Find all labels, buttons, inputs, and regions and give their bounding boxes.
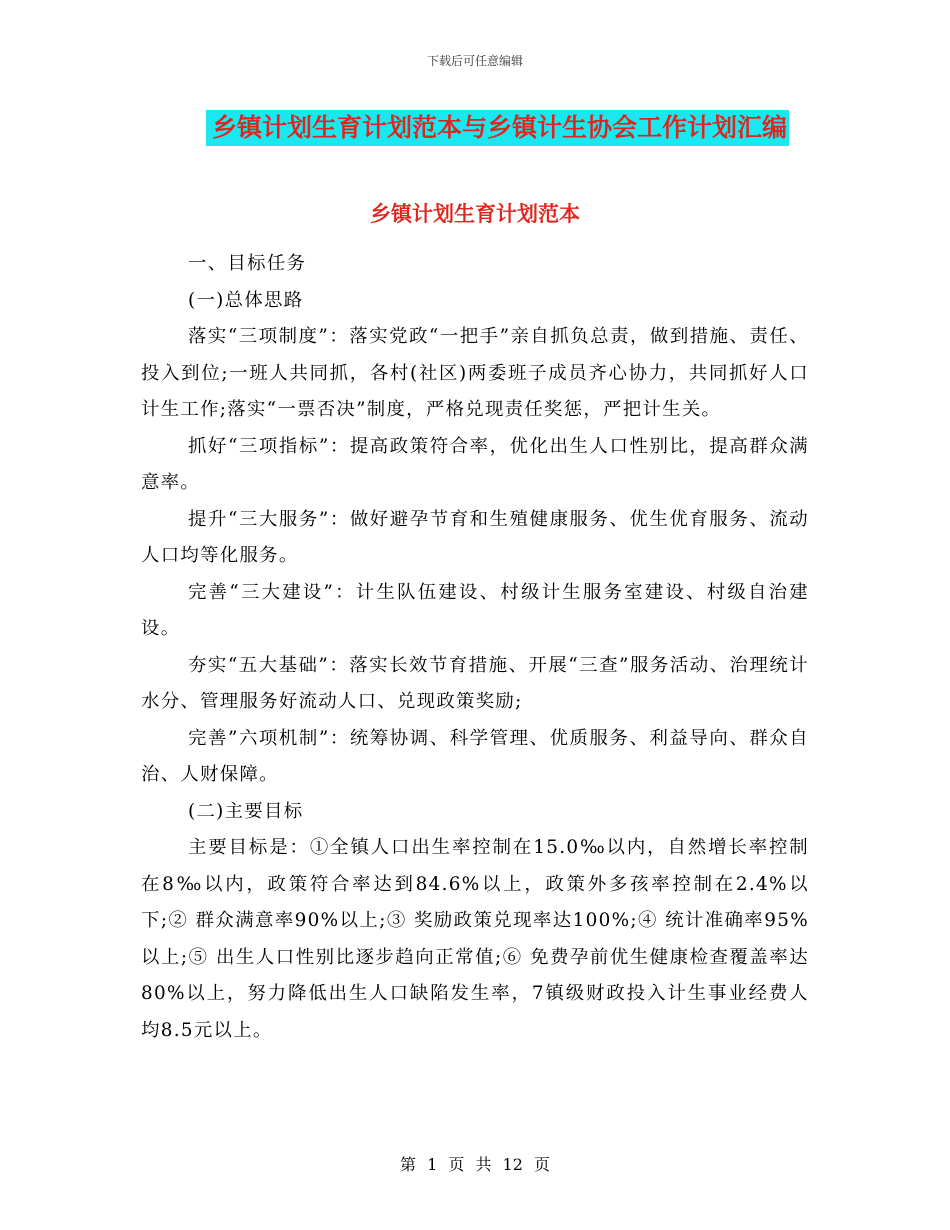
paragraph-three-indicators: 抓好“三项指标”：提高政策符合率，优化出生人口性别比，提高群众满意率。 [141,435,809,493]
paragraph-three-services: 提升“三大服务”：做好避孕节育和生殖健康服务、优生优育服务、流动人口均等化服务。 [141,508,809,566]
document-title-wrap [0,110,950,146]
document-title: 乡镇计划生育计划范本与乡镇计生协会工作计划汇编 [206,110,789,146]
paragraph-main-goals: 主要目标是：①全镇人口出生率控制在15.0‰以内，自然增长率控制在8‰以内，政策符合率达到84.6%以上，政策外多孩率控制在2.4%以下;② 群众满意率90%以上;③ 奖励政策兑现率达100%;④ 统计准确率95%以上;⑤ 出生人口性别比逐步趋向正常值;⑥ 免费孕前优生健康检查覆盖率达80%以上，努力降低出生人口缺陷发生率，7镇级财政投入计生事业经费人均8.5元以上。 [141,837,809,1041]
page-header-note: 下载后可任意编辑 [426,54,523,68]
page-number-footer: 第 1 页 共 12 页 [400,1155,550,1174]
heading-objectives: 一、目标任务 [188,253,307,274]
paragraph-five-foundations: 夯实“五大基础”：落实长效节育措施、开展“三查”服务活动、治理统计水分、管理服务好流动人口、兑现政策奖励; [141,654,809,712]
paragraph-three-systems: 落实“三项制度”：落实党政“一把手”亲自抓负总责，做到措施、责任、投入到位;一班人共同抓，各村(社区)两委班子成员齐心协力，共同抓好人口计生工作;落实“一票否决”制度，严格兑现责任奖惩，严把计生关。 [141,326,809,420]
subheading-main-goals: (二)主要目标 [188,800,304,822]
document-body [141,246,809,1049]
subheading-overall-approach: (一)总体思路 [188,289,304,311]
paragraph-six-mechanisms: 完善”六项机制”：统筹协调、科学管理、优质服务、利益导向、群众自治、人财保障。 [141,727,809,785]
section-title: 乡镇计划生育计划范本 [370,201,580,226]
paragraph-three-constructions: 完善“三大建设”：计生队伍建设、村级计生服务室建设、村级自治建设。 [141,581,809,639]
